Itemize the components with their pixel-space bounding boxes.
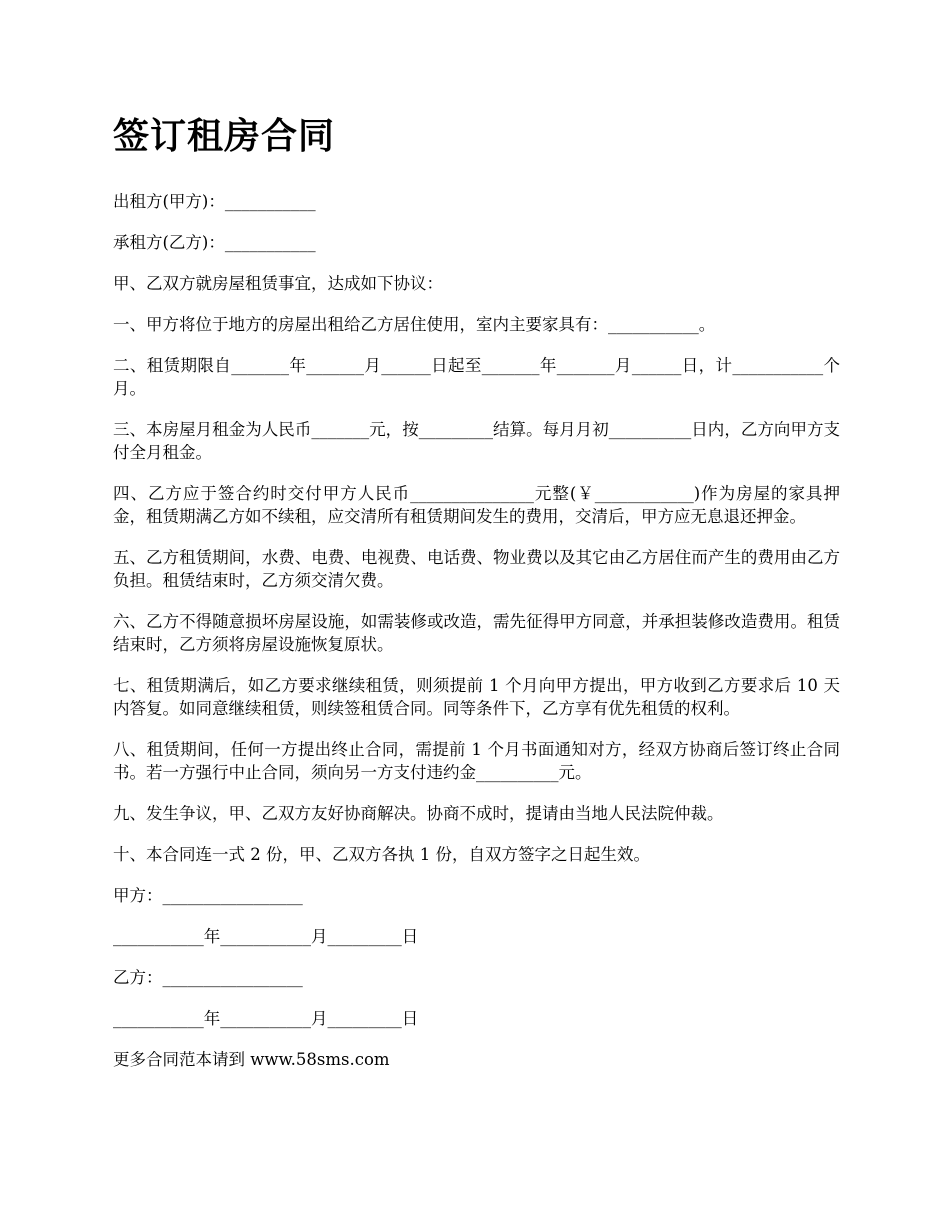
clause-7: 七、租赁期满后，如乙方要求继续租赁，则须提前 1 个月向甲方提出，甲方收到乙方要求后 10 天内答复。如同意继续租赁，则续签租赁合同。同等条件下，乙方享有优先租赁的权利。 [113, 676, 840, 718]
party-a-date: ___________年___________月_________日 [113, 927, 419, 946]
clause-10: 十、本合同连一式 2 份，甲、乙双方各执 1 份，自双方签字之日起生效。 [113, 845, 650, 864]
clause-9: 九、发生争议，甲、乙双方友好协商解决。协商不成时，提请由当地人民法院仲裁。 [113, 804, 724, 823]
page-title: 签订租房合同 [113, 115, 336, 157]
clause-6: 六、乙方不得随意损坏房屋设施，如需装修或改造，需先征得甲方同意，并承担装修改造费用。租赁结束时，乙方须将房屋设施恢复原状。 [113, 612, 840, 654]
footer-note: 更多合同范本请到 www.58sms.com [113, 1050, 390, 1069]
clause-4: 四、乙方应于签合约时交付甲方人民币_______________元整(￥____________)作为房屋的家具押金，租赁期满乙方如不续租，应交清所有租赁期间发生的费用，交清后，甲方应无息退还押金。 [113, 484, 840, 526]
clause-3: 三、本房屋月租金为人民币_______元，按_________结算。每月月初__________日内，乙方向甲方支付全月租金。 [113, 420, 840, 462]
party-b-signature: 乙方：_________________ [113, 968, 303, 987]
contract-page [113, 112, 840, 1071]
party-b-date: ___________年___________月_________日 [113, 1009, 419, 1028]
party-a-signature: 甲方：_________________ [113, 886, 303, 905]
clause-1: 一、甲方将位于地方的房屋出租给乙方居住使用，室内主要家具有：___________。 [113, 315, 716, 334]
lessee-line: 承租方(乙方)：___________ [113, 233, 316, 252]
clause-8: 八、租赁期间，任何一方提出终止合同，需提前 1 个月书面通知对方，经双方协商后签订终止合同书。若一方强行中止合同，须向另一方支付违约金__________元。 [113, 740, 840, 782]
agreement-intro: 甲、乙双方就房屋租赁事宜，达成如下协议： [113, 274, 443, 293]
lessor-line: 出租方(甲方)：___________ [113, 192, 316, 211]
clause-2: 二、租赁期限自_______年_______月______日起至_______年_______月______日，计___________个月。 [113, 356, 840, 398]
clause-5: 五、乙方租赁期间，水费、电费、电视费、电话费、物业费以及其它由乙方居住而产生的费用由乙方负担。租赁结束时，乙方须交清欠费。 [113, 548, 840, 590]
